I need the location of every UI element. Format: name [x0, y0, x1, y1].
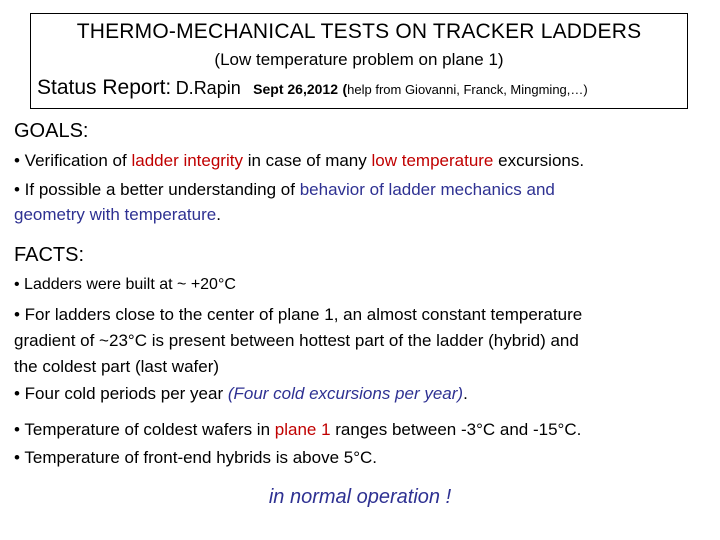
goal1-highlight-low-temperature: low temperature [371, 151, 494, 170]
fact-2-line-2: gradient of ~23°C is present between hottest part of the ladder (hybrid) and [14, 331, 579, 350]
fact-4 [14, 420, 581, 440]
goal2-highlight-a: behavior of ladder mechanics and [299, 180, 555, 199]
footer-note: in normal operation ! [268, 486, 452, 508]
fact4-highlight-plane-1: plane 1 [274, 420, 331, 439]
goal-bullet-1 [14, 151, 584, 171]
goal-bullet-2-cont [14, 205, 221, 225]
goal1-highlight-ladder-integrity: ladder integrity [131, 151, 243, 170]
goal2-highlight-b: geometry with temperature [14, 205, 217, 224]
report-date: Sept 26,2012 [253, 81, 339, 97]
status-label: Status Report: [37, 76, 172, 99]
fact-1: • Ladders were built at ~ +20°C [14, 276, 236, 293]
facts-heading: FACTS: [14, 244, 85, 266]
goal1-text-c: excursions. [493, 151, 585, 170]
fact-2-line-3: the coldest part (last wafer) [14, 357, 220, 376]
goal2-text-b: . [216, 205, 221, 224]
title-box [30, 13, 688, 109]
fact-3 [14, 384, 468, 404]
fact4-text-a: • Temperature of coldest wafers in [14, 420, 275, 439]
fact3-text-b: . [463, 384, 468, 403]
goal-bullet-2 [14, 180, 555, 200]
goal1-text-b: in case of many [242, 151, 372, 170]
slide-subtitle: (Low temperature problem on plane 1) [214, 50, 504, 69]
fact-2-line-1: • For ladders close to the center of plane 1, an almost constant temperature [14, 305, 583, 324]
goals-heading: GOALS: [14, 120, 89, 142]
fact3-text-a: • Four cold periods per year [14, 384, 228, 403]
author: D.Rapin [175, 78, 241, 98]
goal2-text-a: • If possible a better understanding of [14, 180, 300, 199]
helpers-text: help from Giovanni, Franck, Mingming,…) [347, 82, 588, 97]
status-line [37, 76, 588, 100]
fact3-highlight: (Four cold excursions per year) [227, 384, 464, 403]
fact4-text-b: ranges between -3°C and -15°C. [330, 420, 582, 439]
fact-5: • Temperature of front-end hybrids is above 5°C. [14, 448, 378, 467]
goal1-text-a: • Verification of [14, 151, 132, 170]
helpers-open-paren: ( [342, 81, 348, 97]
helpers [342, 82, 587, 97]
slide-title: THERMO-MECHANICAL TESTS ON TRACKER LADDERS [76, 20, 642, 43]
